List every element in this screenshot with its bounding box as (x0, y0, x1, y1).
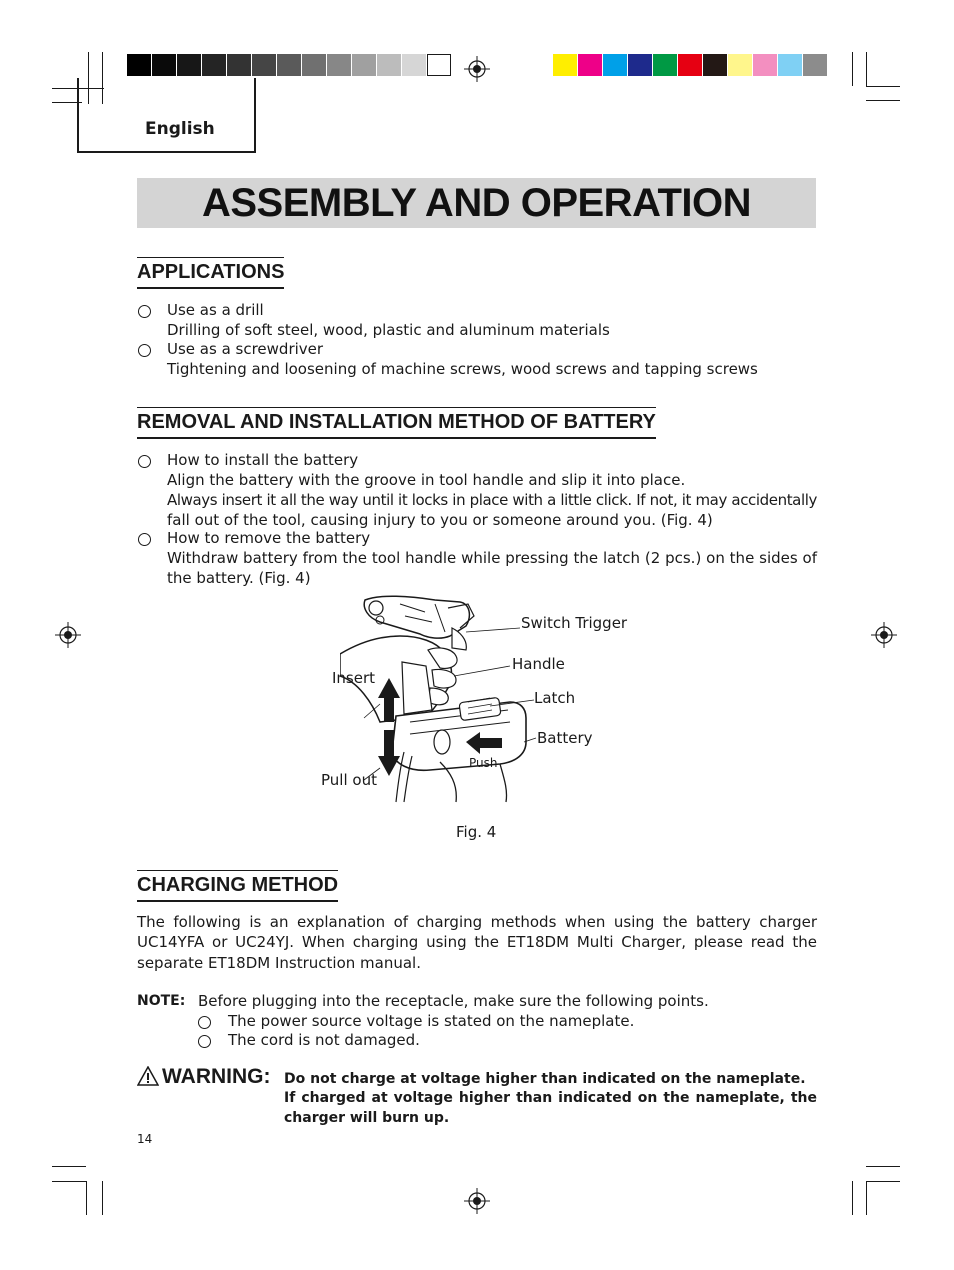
color-swatch (803, 54, 827, 76)
charging-heading: CHARGING METHOD (137, 870, 338, 902)
bullet-circle-icon (138, 344, 151, 357)
crop-mark (52, 1181, 86, 1182)
color-swatch (177, 54, 201, 76)
color-swatch (778, 54, 802, 76)
install-line: Always insert it all the way until it locks in place with a little click. If not, it may accidentally (167, 491, 817, 509)
registration-mark-icon (464, 1188, 490, 1214)
title-banner (137, 178, 816, 228)
color-swatch (227, 54, 251, 76)
registration-mark-icon (464, 56, 490, 82)
color-swatch (377, 54, 401, 76)
color-swatch (402, 54, 426, 76)
charging-line: UC14YFA or UC24YJ. When charging using the ET18DM Multi Charger, please read the (137, 933, 817, 951)
crop-mark (102, 1181, 103, 1215)
remove-line: Withdraw battery from the tool handle while pressing the latch (2 pcs.) on the sides of (167, 549, 817, 567)
bullet-circle-icon (198, 1016, 211, 1029)
charging-line: separate ET18DM Instruction manual. (137, 954, 421, 972)
crop-mark (852, 52, 853, 86)
bullet-circle-icon (138, 455, 151, 468)
language-tab (77, 78, 256, 153)
color-swatch (603, 54, 627, 76)
label-pull-out: Pull out (321, 771, 377, 789)
crop-mark (52, 1166, 86, 1167)
bullet-circle-icon (138, 305, 151, 318)
bullet-circle-icon (138, 533, 151, 546)
registration-mark-icon (55, 622, 81, 648)
label-switch-trigger: Switch Trigger (521, 614, 628, 632)
color-swatch (327, 54, 351, 76)
crop-mark (866, 1181, 867, 1215)
battery-heading: REMOVAL AND INSTALLATION METHOD OF BATTERY (137, 407, 656, 439)
color-swatch (352, 54, 376, 76)
color-swatch (553, 54, 577, 76)
label-insert: Insert (332, 669, 376, 687)
color-swatch (653, 54, 677, 76)
color-swatch (578, 54, 602, 76)
color-swatch (703, 54, 727, 76)
color-swatch (152, 54, 176, 76)
crop-mark (866, 52, 867, 86)
page-number: 14 (137, 1132, 153, 1146)
color-swatch (277, 54, 301, 76)
color-swatch (753, 54, 777, 76)
color-swatch (302, 54, 326, 76)
label-push: Push (469, 756, 498, 770)
crop-mark (866, 1181, 900, 1182)
label-latch: Latch (534, 689, 576, 707)
color-swatch (202, 54, 226, 76)
install-line: fall out of the tool, causing injury to you or someone around you. (Fig. 4) (167, 511, 713, 529)
bullet-circle-icon (198, 1035, 211, 1048)
applications-heading: APPLICATIONS (137, 257, 284, 289)
remove-line: the battery. (Fig. 4) (167, 569, 311, 587)
label-battery: Battery (537, 729, 593, 747)
charging-line: The following is an explanation of charging methods when using the battery charger (137, 913, 817, 931)
crop-mark (852, 1181, 853, 1215)
warning-line: Do not charge at voltage higher than indicated on the nameplate. (284, 1071, 806, 1087)
language-label: English (145, 119, 215, 139)
color-swatch (252, 54, 276, 76)
crop-mark (866, 100, 900, 101)
install-line: Align the battery with the groove in tool handle and slip it into place. (167, 471, 686, 489)
crop-mark (86, 1181, 87, 1215)
color-swatch (678, 54, 702, 76)
note-text: Before plugging into the receptacle, make sure the following points. (198, 992, 709, 1010)
warning-label: WARNING: (162, 1065, 271, 1088)
list-item-detail: Drilling of soft steel, wood, plastic and aluminum materials (167, 321, 610, 339)
note-label: NOTE: (137, 993, 186, 1009)
warning-triangle-icon (137, 1066, 159, 1086)
label-handle: Handle (512, 655, 565, 673)
warning-line: charger will burn up. (284, 1110, 450, 1126)
figure-caption: Fig. 4 (456, 823, 497, 841)
color-swatch (628, 54, 652, 76)
crop-mark (866, 86, 900, 87)
crop-mark (866, 1166, 900, 1167)
install-label: How to install the battery (167, 451, 359, 469)
color-swatch (427, 54, 451, 76)
page-title: ASSEMBLY AND OPERATION (201, 181, 752, 225)
color-swatch (127, 54, 151, 76)
list-item-detail: Tightening and loosening of machine screws, wood screws and tapping screws (167, 360, 758, 378)
remove-label: How to remove the battery (167, 529, 371, 547)
list-item-label: Use as a drill (167, 301, 264, 319)
registration-mark-icon (871, 622, 897, 648)
warning-line: If charged at voltage higher than indicated on the nameplate, the (284, 1090, 817, 1106)
note-item: The cord is not damaged. (228, 1031, 420, 1049)
list-item-label: Use as a screwdriver (167, 340, 324, 358)
note-item: The power source voltage is stated on the nameplate. (228, 1012, 635, 1030)
color-swatch (728, 54, 752, 76)
